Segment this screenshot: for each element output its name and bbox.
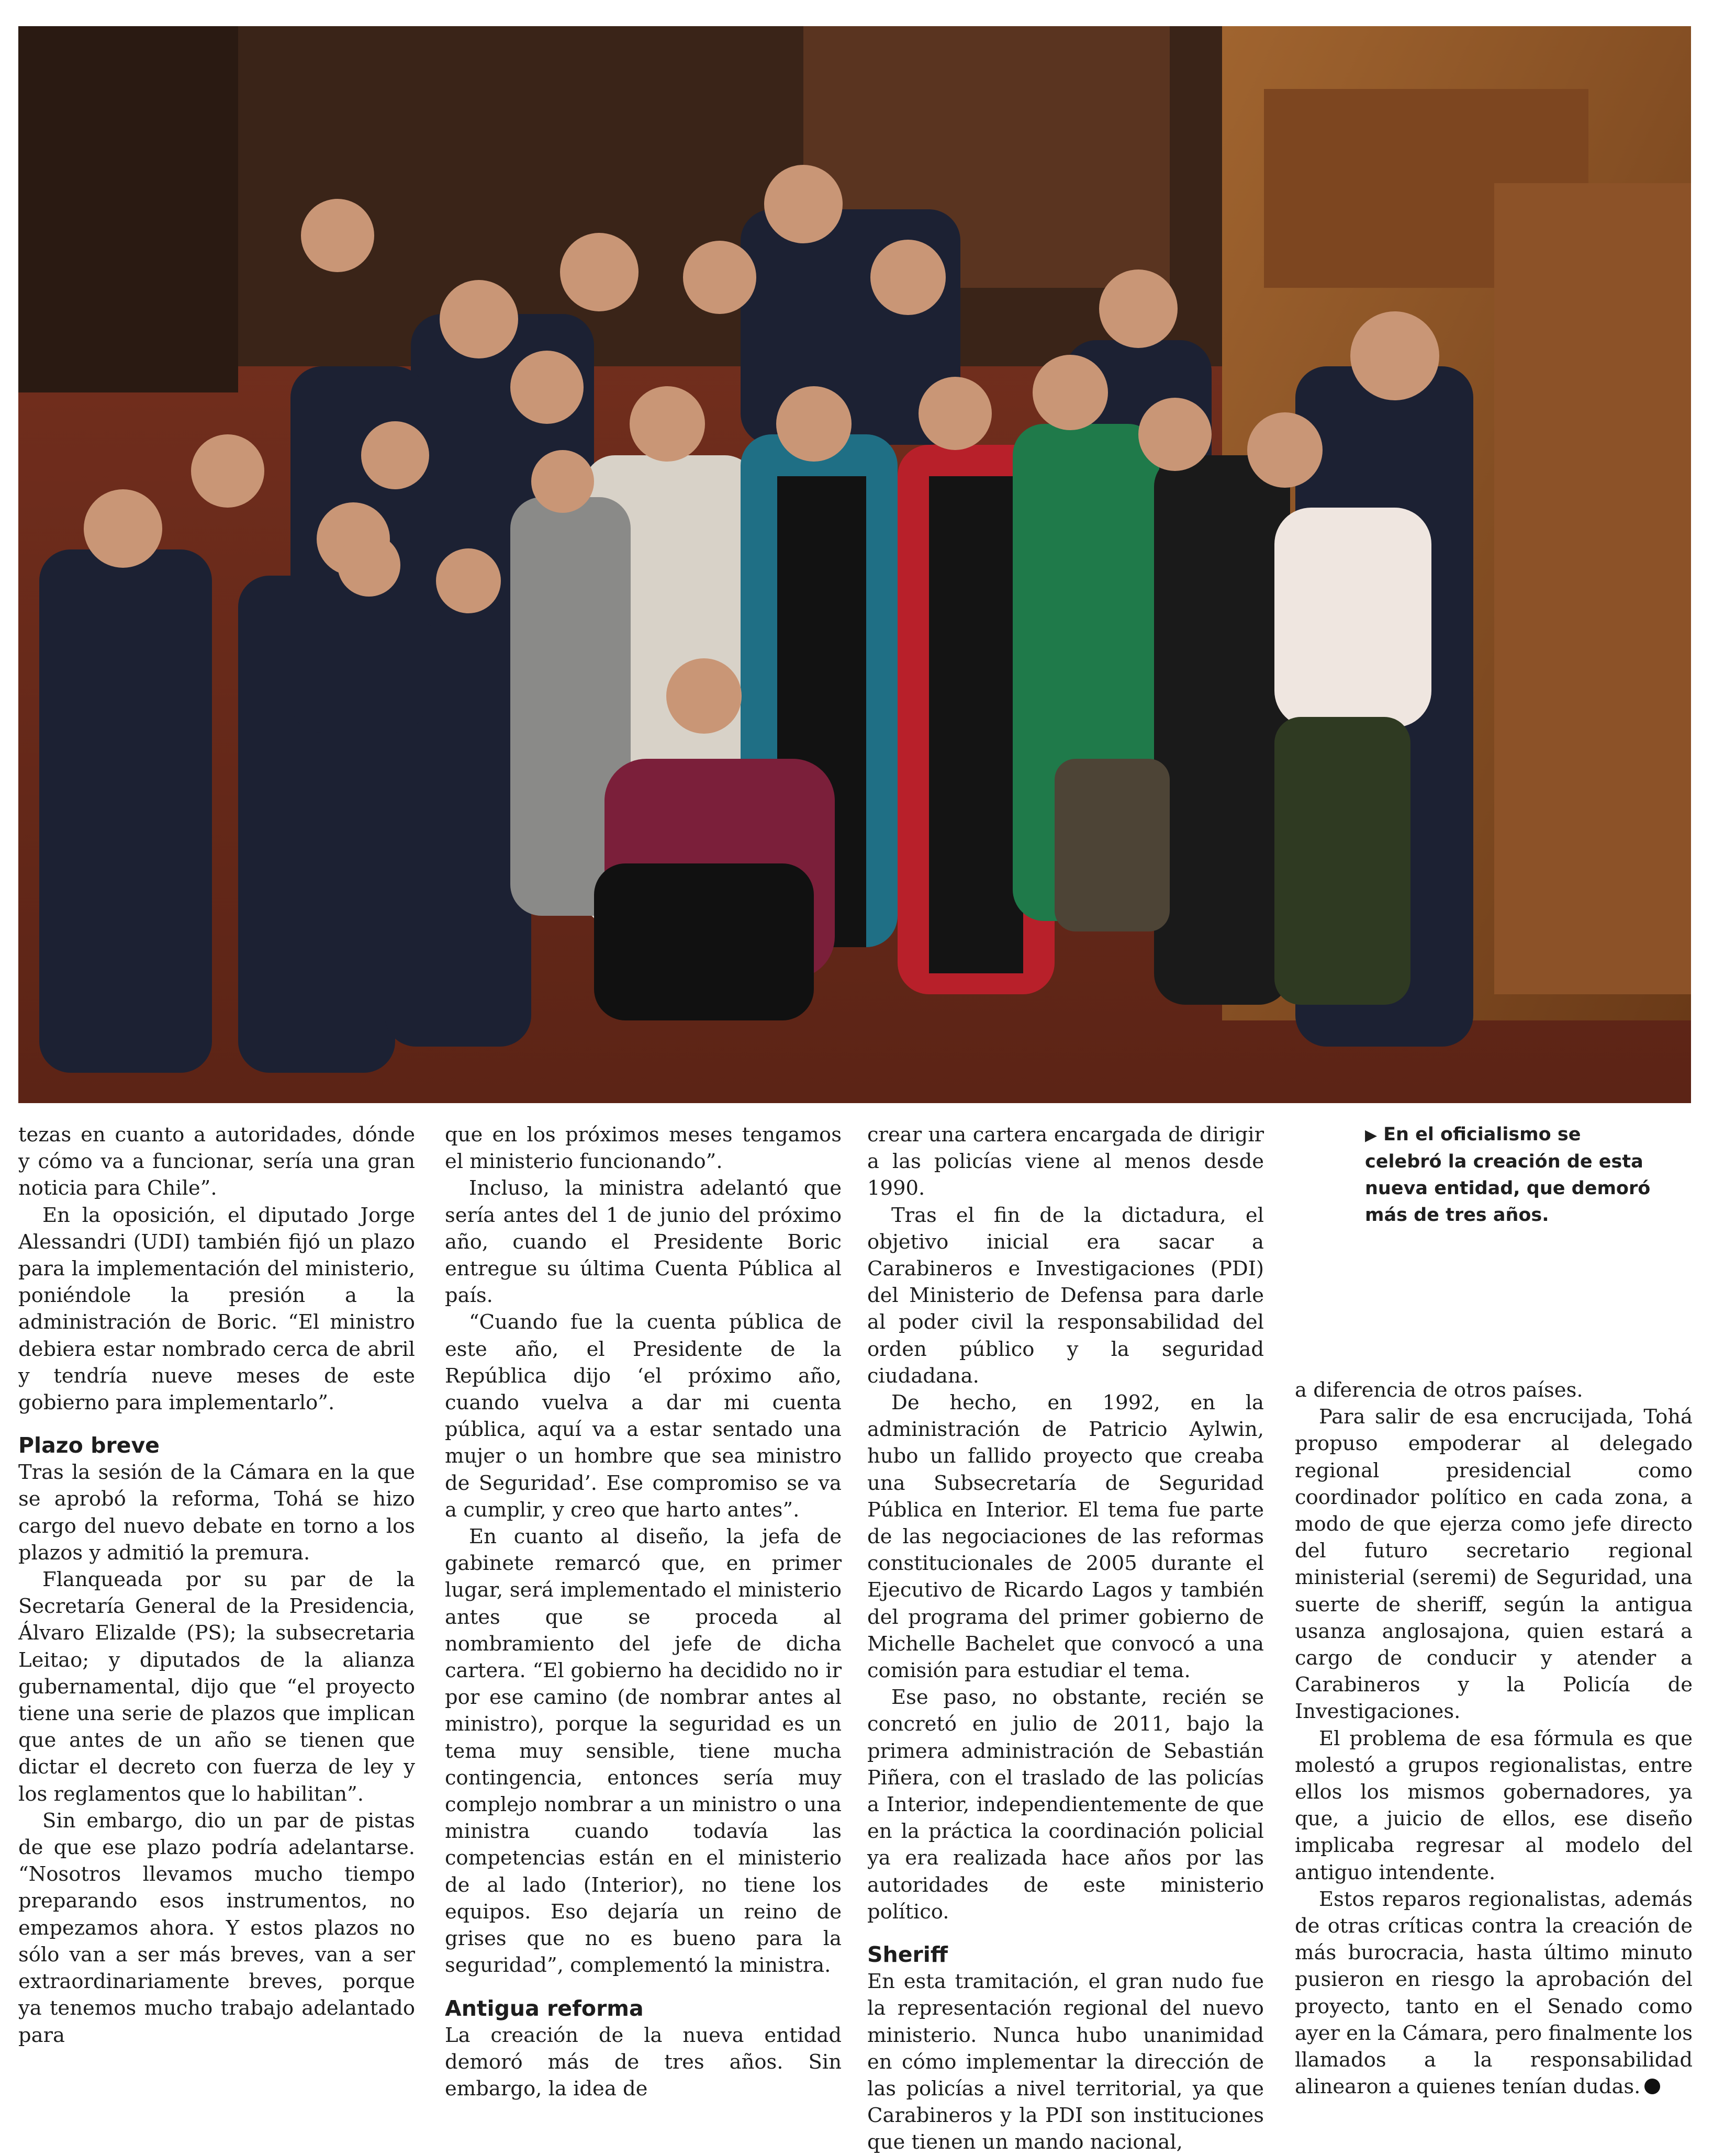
paragraph: Para salir de esa encrucijada, Tohá propuso empoderar al delegado regional presidencial como coordinador político en cada zona, a modo de que ejerza como jefe directo del futuro secretario regional ministerial (seremi) de Seguridad, una suerte de sheriff, según la antigua usanza anglosajona, quien estará a cargo de conducir y atender a Carabineros y la Policía de Investigaciones.: [1295, 1405, 1693, 1724]
paragraph: [1295, 1886, 1693, 2101]
paragraph: En la oposición, el diputado Jorge Alessandri (UDI) también fijó un plazo para la implementación del ministerio, poniéndole la presión a la administración de Boric. “El ministro debiera estar nombrado cerca de abril y tendría nueve meses de este gobierno para implementarlo”.: [18, 1203, 415, 1415]
caption-text: En el oficialismo se celebró la creación de esta nueva entidad, que demoró más de tres años.: [1365, 1124, 1651, 1226]
section-heading: Plazo breve: [18, 1433, 160, 1458]
paragraph: En cuanto al diseño, la jefa de gabinete remarcó que, en primer lugar, será implementado el ministerio antes que se proceda al nombramiento del jefe de dicha cartera. “El gobierno ha decidido no ir por ese camino (de nombrar antes al ministro), porque la seguridad es un tema muy sensible, tiene mucha contingencia, entonces sería muy complejo nombrar a un ministro o una ministra cuando todavía las competencias están en el ministerio de al lado (Interior), no tiene los equipos. Eso dejaría un reino de grises que no es bueno para la seguridad”, complementó la ministra.: [445, 1525, 842, 1978]
news-photo: [18, 26, 1691, 1103]
paragraph: El problema de esa fórmula es que molestó a grupos regionalistas, entre ellos los mismos gobernadores, ya que, a juicio de ellos, ese diseño implicaba regresar al modelo del antiguo intendente.: [1295, 1726, 1693, 1884]
paragraph: tezas en cuanto a autoridades, dónde y cómo va a funcionar, sería una gran noticia para Chile”.: [18, 1123, 415, 1200]
group-photo-icon: [18, 26, 1691, 1103]
photo-caption: [1365, 1121, 1658, 1229]
article-column-2: [445, 1121, 842, 2102]
paragraph-text: Estos reparos regionalistas, además de otras críticas contra la creación de más burocracia, hasta último minuto pusieron en riesgo la aprobación del proyecto, tanto en el Senado como ayer en la Cámara, pero finalmente los llamados a la responsabilidad alinearon a quienes tenían dudas.: [1295, 1887, 1693, 2099]
paragraph: que en los próximos meses tengamos el ministerio funcionando”.: [445, 1123, 842, 1174]
article-column-3: [867, 1121, 1264, 2156]
section-heading: Antigua reforma: [445, 1995, 644, 2021]
triangle-bullet-icon: ▶: [1365, 1126, 1378, 1144]
article-column-1: [18, 1121, 415, 2049]
paragraph: En esta tramitación, el gran nudo fue la representación regional del nuevo ministerio. Nunca hubo unanimidad en cómo implementar la dirección de las policías a nivel territorial, ya que Carabineros y la PDI son instituciones que tienen un mando nacional,: [867, 1970, 1264, 2154]
paragraph: “Cuando fue la cuenta pública de este año, el Presidente de la República dijo ‘el próximo año, cuando vuelva a dar mi cuenta pública, aquí va a estar sentado una mujer o un hombre que sea ministro de Seguridad’. Ese compromiso se va a cumplir, y creo que harto antes”.: [445, 1310, 842, 1522]
article-column-4: [1295, 1377, 1693, 2100]
paragraph: crear una cartera encargada de dirigir a las policías viene al menos desde 1990.: [867, 1123, 1264, 1200]
end-of-article-icon: [1644, 2079, 1660, 2094]
paragraph: Incluso, la ministra adelantó que sería antes del 1 de junio del próximo año, cuando el Presidente Boric entregue su última Cuenta Pública al país.: [445, 1176, 842, 1308]
paragraph: a diferencia de otros países.: [1295, 1378, 1583, 1402]
section-heading: Sheriff: [867, 1942, 948, 1968]
paragraph: Sin embargo, dio un par de pistas de que ese plazo podría adelantarse. “Nosotros llevamos mucho tiempo preparando esos instrumentos, no empezamos ahora. Y estos plazos no sólo van a ser más breves, van a ser extraordinariamente breves, porque ya tenemos mucho trabajo adelantado para: [18, 1809, 415, 2047]
paragraph: Flanqueada por su par de la Secretaría General de la Presidencia, Álvaro Elizalde (PS); la subsecretaria Leitao; y diputados de la alianza gubernamental, dijo que “el proyecto tiene una serie de plazos que implican que antes de un año se tienen que dictar el decreto con fuerza de ley y los reglamentos que lo habilitan”.: [18, 1568, 415, 1806]
paragraph: La creación de la nueva entidad demoró más de tres años. Sin embargo, la idea de: [445, 2023, 842, 2101]
paragraph: Ese paso, no obstante, recién se concretó en julio de 2011, bajo la primera administración de Sebastián Piñera, con el traslado de las policías a Interior, independientemente de que en la práctica la coordinación policial ya era realizada hace años por las autoridades de este ministerio político.: [867, 1686, 1264, 1924]
paragraph: Tras el fin de la dictadura, el objetivo inicial era sacar a Carabineros e Investigaciones (PDI) del Ministerio de Defensa para darle al poder civil la responsabilidad del orden público y la seguridad ciudadana.: [867, 1203, 1264, 1388]
paragraph: De hecho, en 1992, en la administración de Patricio Aylwin, hubo un fallido proyecto que creaba una Subsecretaría de Seguridad Pública en Interior. El tema fue parte de las negociaciones de las reformas constitucionales de 2005 durante el Ejecutivo de Ricardo Lagos y también del programa del primer gobierno de Michelle Bachelet que convocó a una comisión para estudiar el tema.: [867, 1391, 1264, 1683]
paragraph: Tras la sesión de la Cámara en la que se aprobó la reforma, Tohá se hizo cargo del nuevo debate en torno a los plazos y admitió la premura.: [18, 1461, 415, 1565]
